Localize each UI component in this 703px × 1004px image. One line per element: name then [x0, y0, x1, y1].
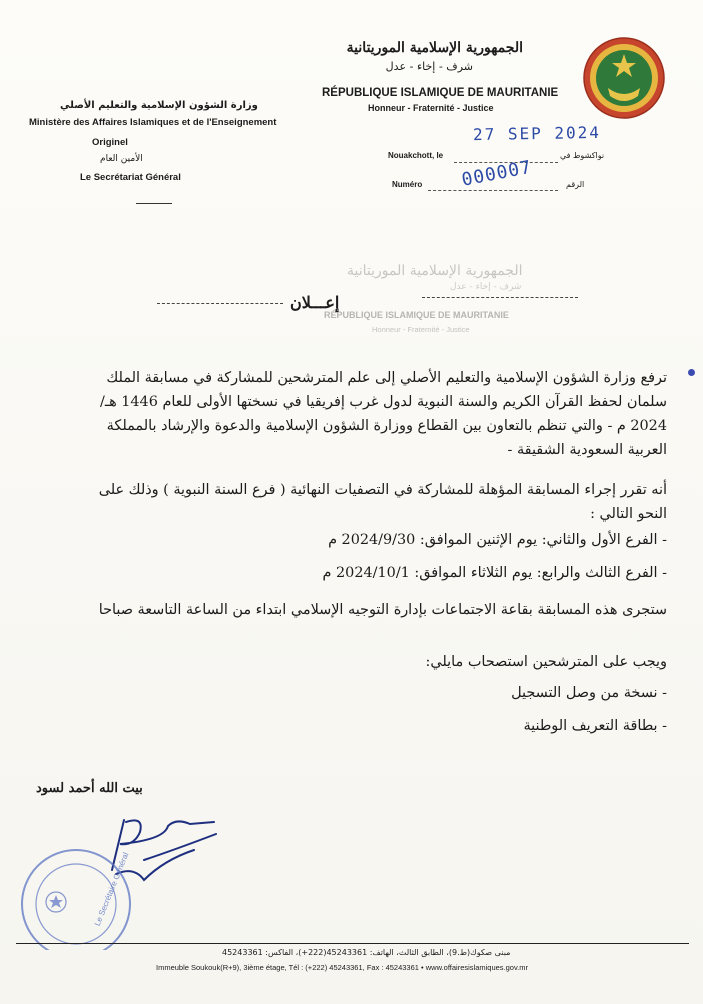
paragraph-venue: ستجرى هذه المسابقة بقاعة الاجتماعات بإدارة التوجيه الإسلامي ابتداء من الساعة التاسعة صباحا: [98, 602, 667, 618]
requirement-item-1: - نسخة من وصل التسجيل: [511, 685, 667, 701]
footer-address-ar: مبنى صكوك(ط.9)، الطابق الثالث، الهاتف: 45243361(222+)، الفاكس: 45243361: [222, 948, 511, 957]
signatory-name: بيت الله أحمد لسود: [36, 781, 143, 796]
republic-title-fr: RÉPUBLIQUE ISLAMIQUE DE MAURITANIE: [322, 87, 559, 99]
watermark-title-ar: الجمهورية الإسلامية الموريتانية: [347, 263, 523, 279]
national-emblem: [582, 36, 666, 120]
city-label-fr: Nouakchott, le: [388, 151, 444, 160]
number-label-fr: Numéro: [392, 180, 423, 189]
motto-fr: Honneur - Fraternité - Justice: [368, 103, 494, 113]
watermark-title-fr: RÉPUBLIQUE ISLAMIQUE DE MAURITANIE: [324, 310, 509, 320]
divider: [136, 203, 172, 204]
ministry-name-ar: وزارة الشؤون الإسلامية والتعليم الأصلي: [60, 100, 258, 111]
schedule-item-1: - الفرع الأول والثاني: يوم الإثنين الموافق: 2024/9/30 م: [328, 532, 667, 548]
paragraph-decision: أنه تقرر إجراء المسابقة المؤهلة للمشاركة في التصفيات النهائية ( فرع السنة النبوية ) وذلك على النحو التالي :: [98, 482, 667, 522]
motto-ar: شرف - إخاء - عدل: [385, 60, 473, 73]
number-field-line: [428, 190, 558, 191]
number-label-ar: الرقم: [566, 180, 585, 189]
secretary-general-fr: Le Secrétariat Général: [80, 172, 181, 183]
footer-address-fr: Immeuble Soukouk(R+9), 3ième étage, Tél : (+222) 45243361, Fax : 45243361 • www.offairesislamiques.gov.mr: [156, 963, 528, 972]
date-stamp: 27 SEP 2024: [472, 122, 602, 145]
footer-rule: [16, 943, 689, 944]
heading-rule-right: [422, 297, 578, 298]
schedule-item-2: - الفرع الثالث والرابع: يوم الثلاثاء الموافق: 2024/10/1 م: [322, 565, 667, 581]
requirement-item-2: - بطاقة التعريف الوطنية: [523, 718, 667, 734]
paragraph-intro: ترفع وزارة الشؤون الإسلامية والتعليم الأصلي إلى علم المترشحين للمشاركة في مسابقة الملك سلمان لحفظ القرآن الكريم والسنة النبوية لدول غرب إفريقيا في نسختها الأولى للعام 1446 هـ/ 2024 م - والتي تنظم بالتعاون بين القطاع ووزارة الشؤون الإسلامية والدعوة والإرشاد بالمملكة العربية السعودية الشقيقة -: [100, 370, 667, 458]
stamp-text: Le Secrétaire Général: [92, 851, 131, 928]
heading-rule-left: [157, 303, 283, 304]
announcement-heading: إعـــلان: [290, 293, 340, 312]
official-stamp: [14, 846, 144, 950]
ministry-originel: Originel: [92, 137, 128, 148]
paragraph-requirements: ويجب على المترشحين استصحاب مايلي:: [425, 654, 667, 670]
republic-title-ar: الجمهورية الإسلامية الموريتانية: [346, 40, 523, 56]
watermark-motto-fr: Honneur - Fraternité - Justice: [372, 325, 470, 334]
number-stamp: 000007: [459, 156, 534, 191]
secretary-general-ar: الأمين العام: [100, 154, 143, 164]
city-label-ar: نواكشوط في: [560, 151, 605, 160]
margin-dot: [688, 369, 695, 376]
ministry-name-fr: Ministère des Affaires Islamiques et de l'Enseignement: [29, 117, 277, 128]
watermark-motto-ar: شرف - إخاء - عدل: [450, 282, 522, 292]
